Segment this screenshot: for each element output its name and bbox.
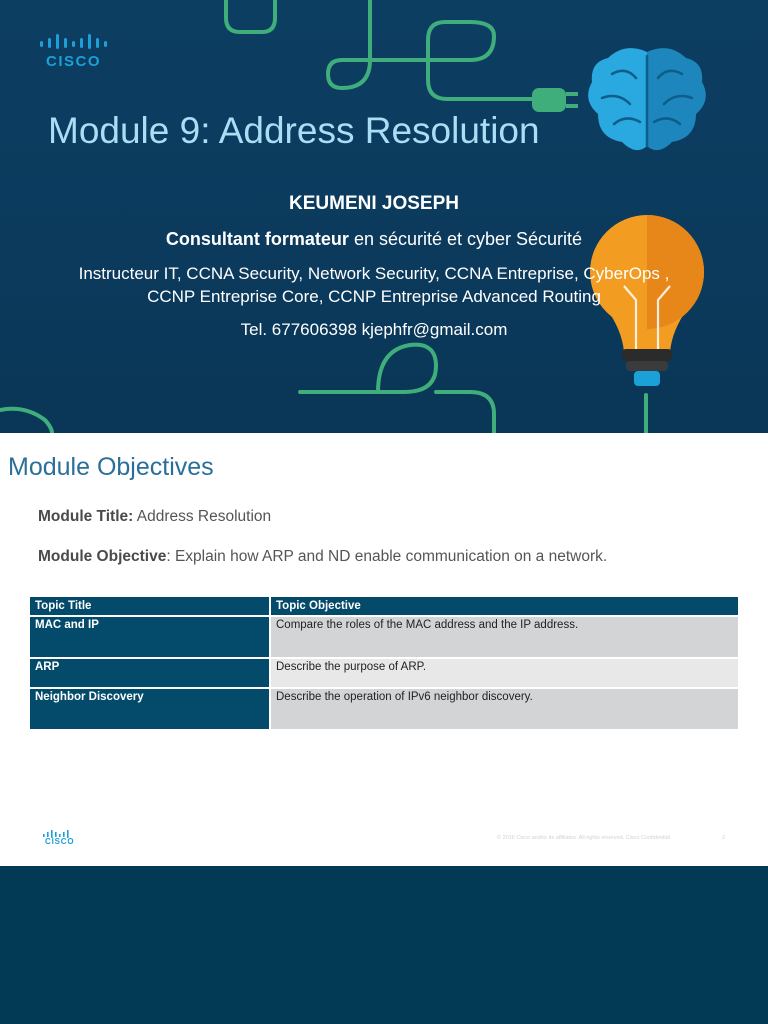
copyright-text: © 2016 Cisco and/or its affiliates. All rights reserved. Cisco Confidential [497, 835, 671, 841]
module-objective-line [38, 548, 607, 566]
module-title-value: Address Resolution [133, 508, 272, 525]
table-row [30, 657, 738, 687]
table-row [30, 687, 738, 729]
topic-objective-cell: Describe the operation of IPv6 neighbor discovery. [271, 687, 738, 729]
module-title-label: Module Title: [38, 508, 134, 525]
objectives-heading: Module Objectives [8, 453, 214, 481]
plug-icon [532, 88, 578, 112]
author-role-rest: en sécurité et cyber Sécurité [348, 229, 583, 249]
header-topic-objective: Topic Objective [271, 597, 738, 615]
contact-info: Tel. 677606398 kjephfr@gmail.com [240, 320, 508, 339]
page-number: 2 [722, 835, 726, 841]
header-topic-title: Topic Title [30, 597, 271, 615]
module-objective-value: : Explain how ARP and ND enable communication on a network. [166, 548, 608, 565]
cisco-logo-text: CISCO [46, 53, 102, 70]
topic-objective-cell: Describe the purpose of ARP. [271, 657, 738, 687]
footer-cisco-text: CISCO [45, 837, 75, 846]
topics-table [30, 597, 738, 729]
table-header-row [30, 597, 738, 615]
circuit-decoration [0, 0, 768, 433]
module-title-line [38, 508, 271, 526]
certifications-line-1: Instructeur IT, CCNA Security, Network Security, CCNA Entreprise, CyberOps , [78, 264, 670, 283]
certifications-line-2: CCNP Entreprise Core, CCNP Entreprise Advanced Routing [147, 287, 601, 306]
slide-title: Module 9: Address Resolution [48, 110, 540, 151]
author-role [0, 229, 748, 250]
topic-objective-cell: Compare the roles of the MAC address and the IP address. [271, 615, 738, 657]
objectives-slide [0, 433, 768, 866]
topic-title-cell: ARP [30, 657, 271, 687]
author-role-bold: Consultant formateur [165, 229, 349, 249]
cisco-logo-bars [38, 33, 110, 53]
title-slide [0, 0, 768, 433]
module-objective-label: Module Objective [38, 548, 167, 565]
author-name: KEUMENI JOSEPH [289, 193, 459, 214]
brain-icon [588, 48, 706, 150]
topic-title-cell: MAC and IP [30, 615, 271, 657]
table-row [30, 615, 738, 657]
topic-title-cell: Neighbor Discovery [30, 687, 271, 729]
